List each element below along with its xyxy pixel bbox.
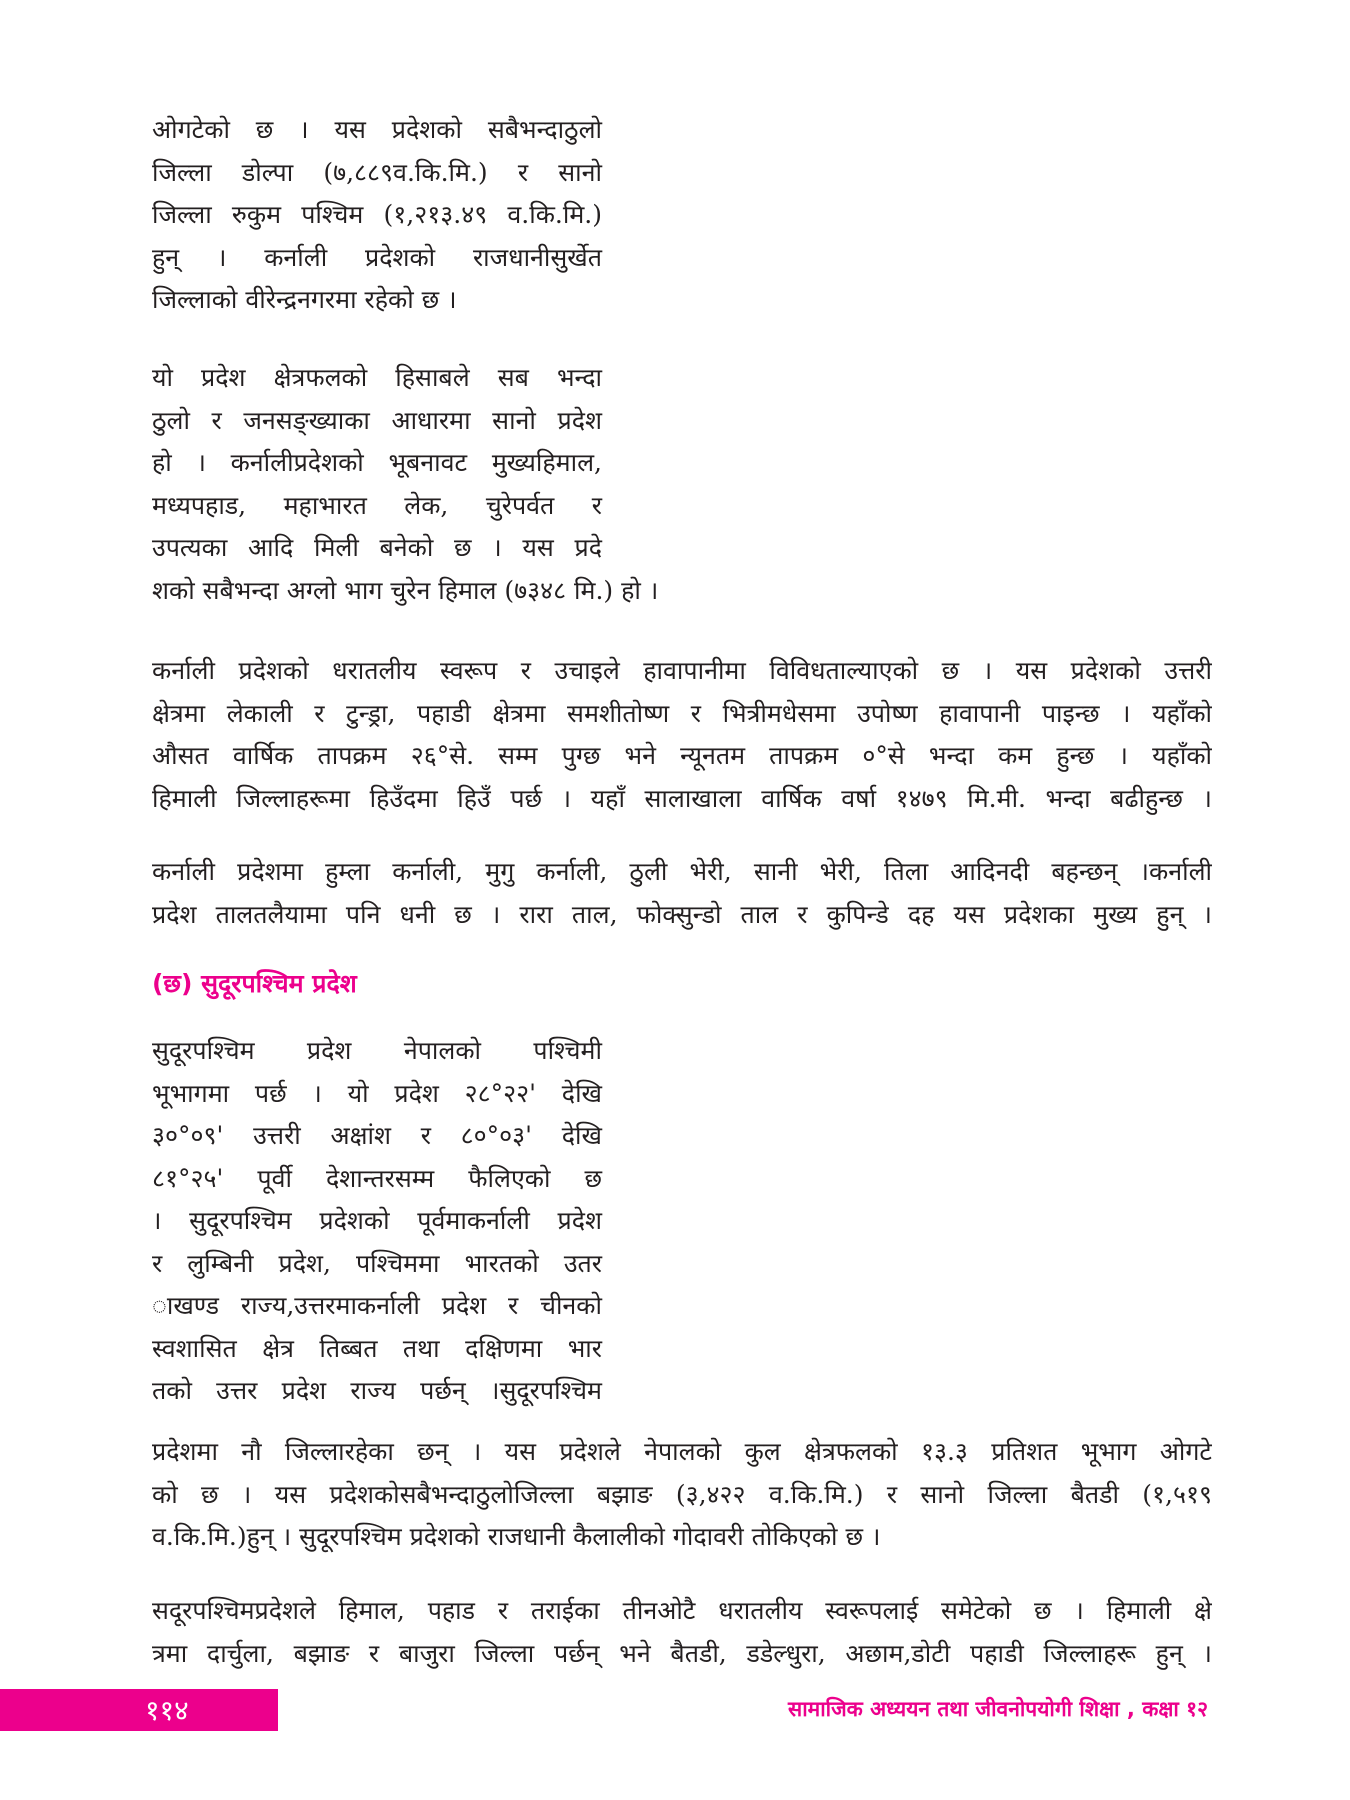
text-line: सदूरपश्चिमप्रदेशले हिमाल, पहाड र तराईका तीनओटै धरातलीय स्वरूपलाई समेटेको छ । हिमाली क्षे	[152, 1596, 1212, 1625]
text-line: कर्नाली प्रदेशमा हुम्ला कर्नाली, मुगु कर्नाली, ठुली भेरी, सानी भेरी, तिला आदिनदी बहन्छन् ।कर्नाली	[152, 857, 1212, 886]
paragraph-sudurpashchim-landform	[152, 1590, 1212, 1675]
paragraph-sudurpashchim-districts	[152, 1431, 1212, 1559]
text-line: हो । कर्नालीप्रदेशको भूबनावट मुख्यहिमाल,	[152, 448, 602, 477]
text-line: ठुलो र जनसङ्ख्याका आधारमा सानो प्रदेश	[152, 405, 602, 435]
text-line: जिल्ला डोल्पा (७,८८९व.कि.मि.) र सानो	[152, 157, 602, 187]
text-line: तको उत्तर प्रदेश राज्य पर्छन् ।सुदूरपश्चिम	[152, 1376, 602, 1405]
section-heading: (छ) सुदूरपश्चिम प्रदेश	[152, 969, 357, 998]
text-line: जिल्ला रुकुम पश्चिम (१,२१३.४९ व.कि.मि.)	[152, 200, 602, 229]
book-title: सामाजिक अध्ययन तथा जीवनोपयोगी शिक्षा , कक्षा १२	[788, 1697, 1208, 1721]
footer-band	[0, 1689, 278, 1731]
paragraph-karnali-districts	[152, 109, 602, 322]
paragraph-karnali-climate	[152, 650, 1212, 820]
text-line: मध्यपहाड, महाभारत लेक, चुरेपर्वत र	[152, 490, 602, 520]
text-line: व.कि.मि.)हुन् । सुदूरपश्चिम प्रदेशको राजधानी कैलालीको गोदावरी तोकिएको छ ।	[152, 1522, 881, 1551]
text-line: प्रदेश तालतलैयामा पनि धनी छ । रारा ताल, फोक्सुन्डो ताल र कुपिन्डे दह यस प्रदेशका मुख्य हुन् ।	[152, 899, 1212, 929]
text-line: उपत्यका आदि मिली बनेको छ । यस प्रदे	[152, 533, 602, 562]
text-line: सुदूरपश्चिम प्रदेश नेपालको पश्चिमी	[152, 1036, 602, 1065]
text-line: क्षेत्रमा लेकाली र टुन्ड्रा, पहाडी क्षेत्रमा समशीतोष्ण र भित्रीमधेसमा उपोष्ण हावापानी पाइन्छ । यहाँको	[152, 698, 1212, 728]
text-line: प्रदेशमा नौ जिल्लारहेका छन् । यस प्रदेशले नेपालको कुल क्षेत्रफलको १३.३ प्रतिशत भूभाग ओगटे	[152, 1437, 1212, 1466]
page-number: ११४	[145, 1694, 189, 1727]
text-line: स्वशासित क्षेत्र तिब्बत तथा दक्षिणमा भार	[152, 1333, 602, 1363]
text-line: कर्नाली प्रदेशको धरातलीय स्वरूप र उचाइले हावापानीमा विविधताल्याएको छ । यस प्रदेशको उत्तरी	[152, 656, 1212, 685]
text-line: जिल्लाको वीरेन्द्रनगरमा रहेको छ ।	[152, 285, 457, 314]
paragraph-sudurpashchim-location	[152, 1030, 602, 1413]
text-line: ाखण्ड राज्य,उत्तरमाकर्नाली प्रदेश र चीनको	[152, 1291, 602, 1320]
text-line: औसत वार्षिक तापक्रम २६°से. सम्म पुग्छ भने न्यूनतम तापक्रम ०°से भन्दा कम हुन्छ । यहाँको	[152, 741, 1212, 770]
text-line: को छ । यस प्रदेशकोसबैभन्दाठुलोजिल्ला बझाङ (३,४२२ व.कि.मि.) र सानो जिल्ला बैतडी (१,५१९	[152, 1479, 1212, 1509]
text-line: र लुम्बिनी प्रदेश, पश्चिममा भारतको उतर	[152, 1248, 602, 1278]
paragraph-karnali-rivers	[152, 851, 1212, 936]
text-line: भूभागमा पर्छ । यो प्रदेश २८°२२' देखि	[152, 1078, 602, 1108]
text-line: ओगटेको छ । यस प्रदेशको सबैभन्दाठुलो	[152, 115, 602, 144]
paragraph-karnali-landform	[152, 357, 659, 612]
text-line: यो प्रदेश क्षेत्रफलको हिसाबले सब भन्दा	[152, 363, 602, 392]
text-line: ३०°०९' उत्तरी अक्षांश र ८०°०३' देखि	[152, 1121, 602, 1150]
text-line: हुन् । कर्नाली प्रदेशको राजधानीसुर्खेत	[152, 242, 602, 272]
text-line: शको सबैभन्दा अग्लो भाग चुरेन हिमाल (७३४८ मि.) हो ।	[152, 575, 659, 605]
text-line: । सुदूरपश्चिम प्रदेशको पूर्वमाकर्नाली प्रदेश	[152, 1206, 602, 1235]
text-line: हिमाली जिल्लाहरूमा हिउँदमा हिउँ पर्छ । यहाँ सालाखाला वार्षिक वर्षा १४७९ मि.मी. भन्दा बढीहुन्छ ।	[152, 783, 1212, 813]
text-line: त्रमा दार्चुला, बझाङ र बाजुरा जिल्ला पर्छन् भने बैतडी, डडेल्धुरा, अछाम,डोटी पहाडी जिल्लाहरू हुन् ।	[152, 1638, 1212, 1668]
text-line: ८१°२५' पूर्वी देशान्तरसम्म फैलिएको छ	[152, 1163, 602, 1193]
